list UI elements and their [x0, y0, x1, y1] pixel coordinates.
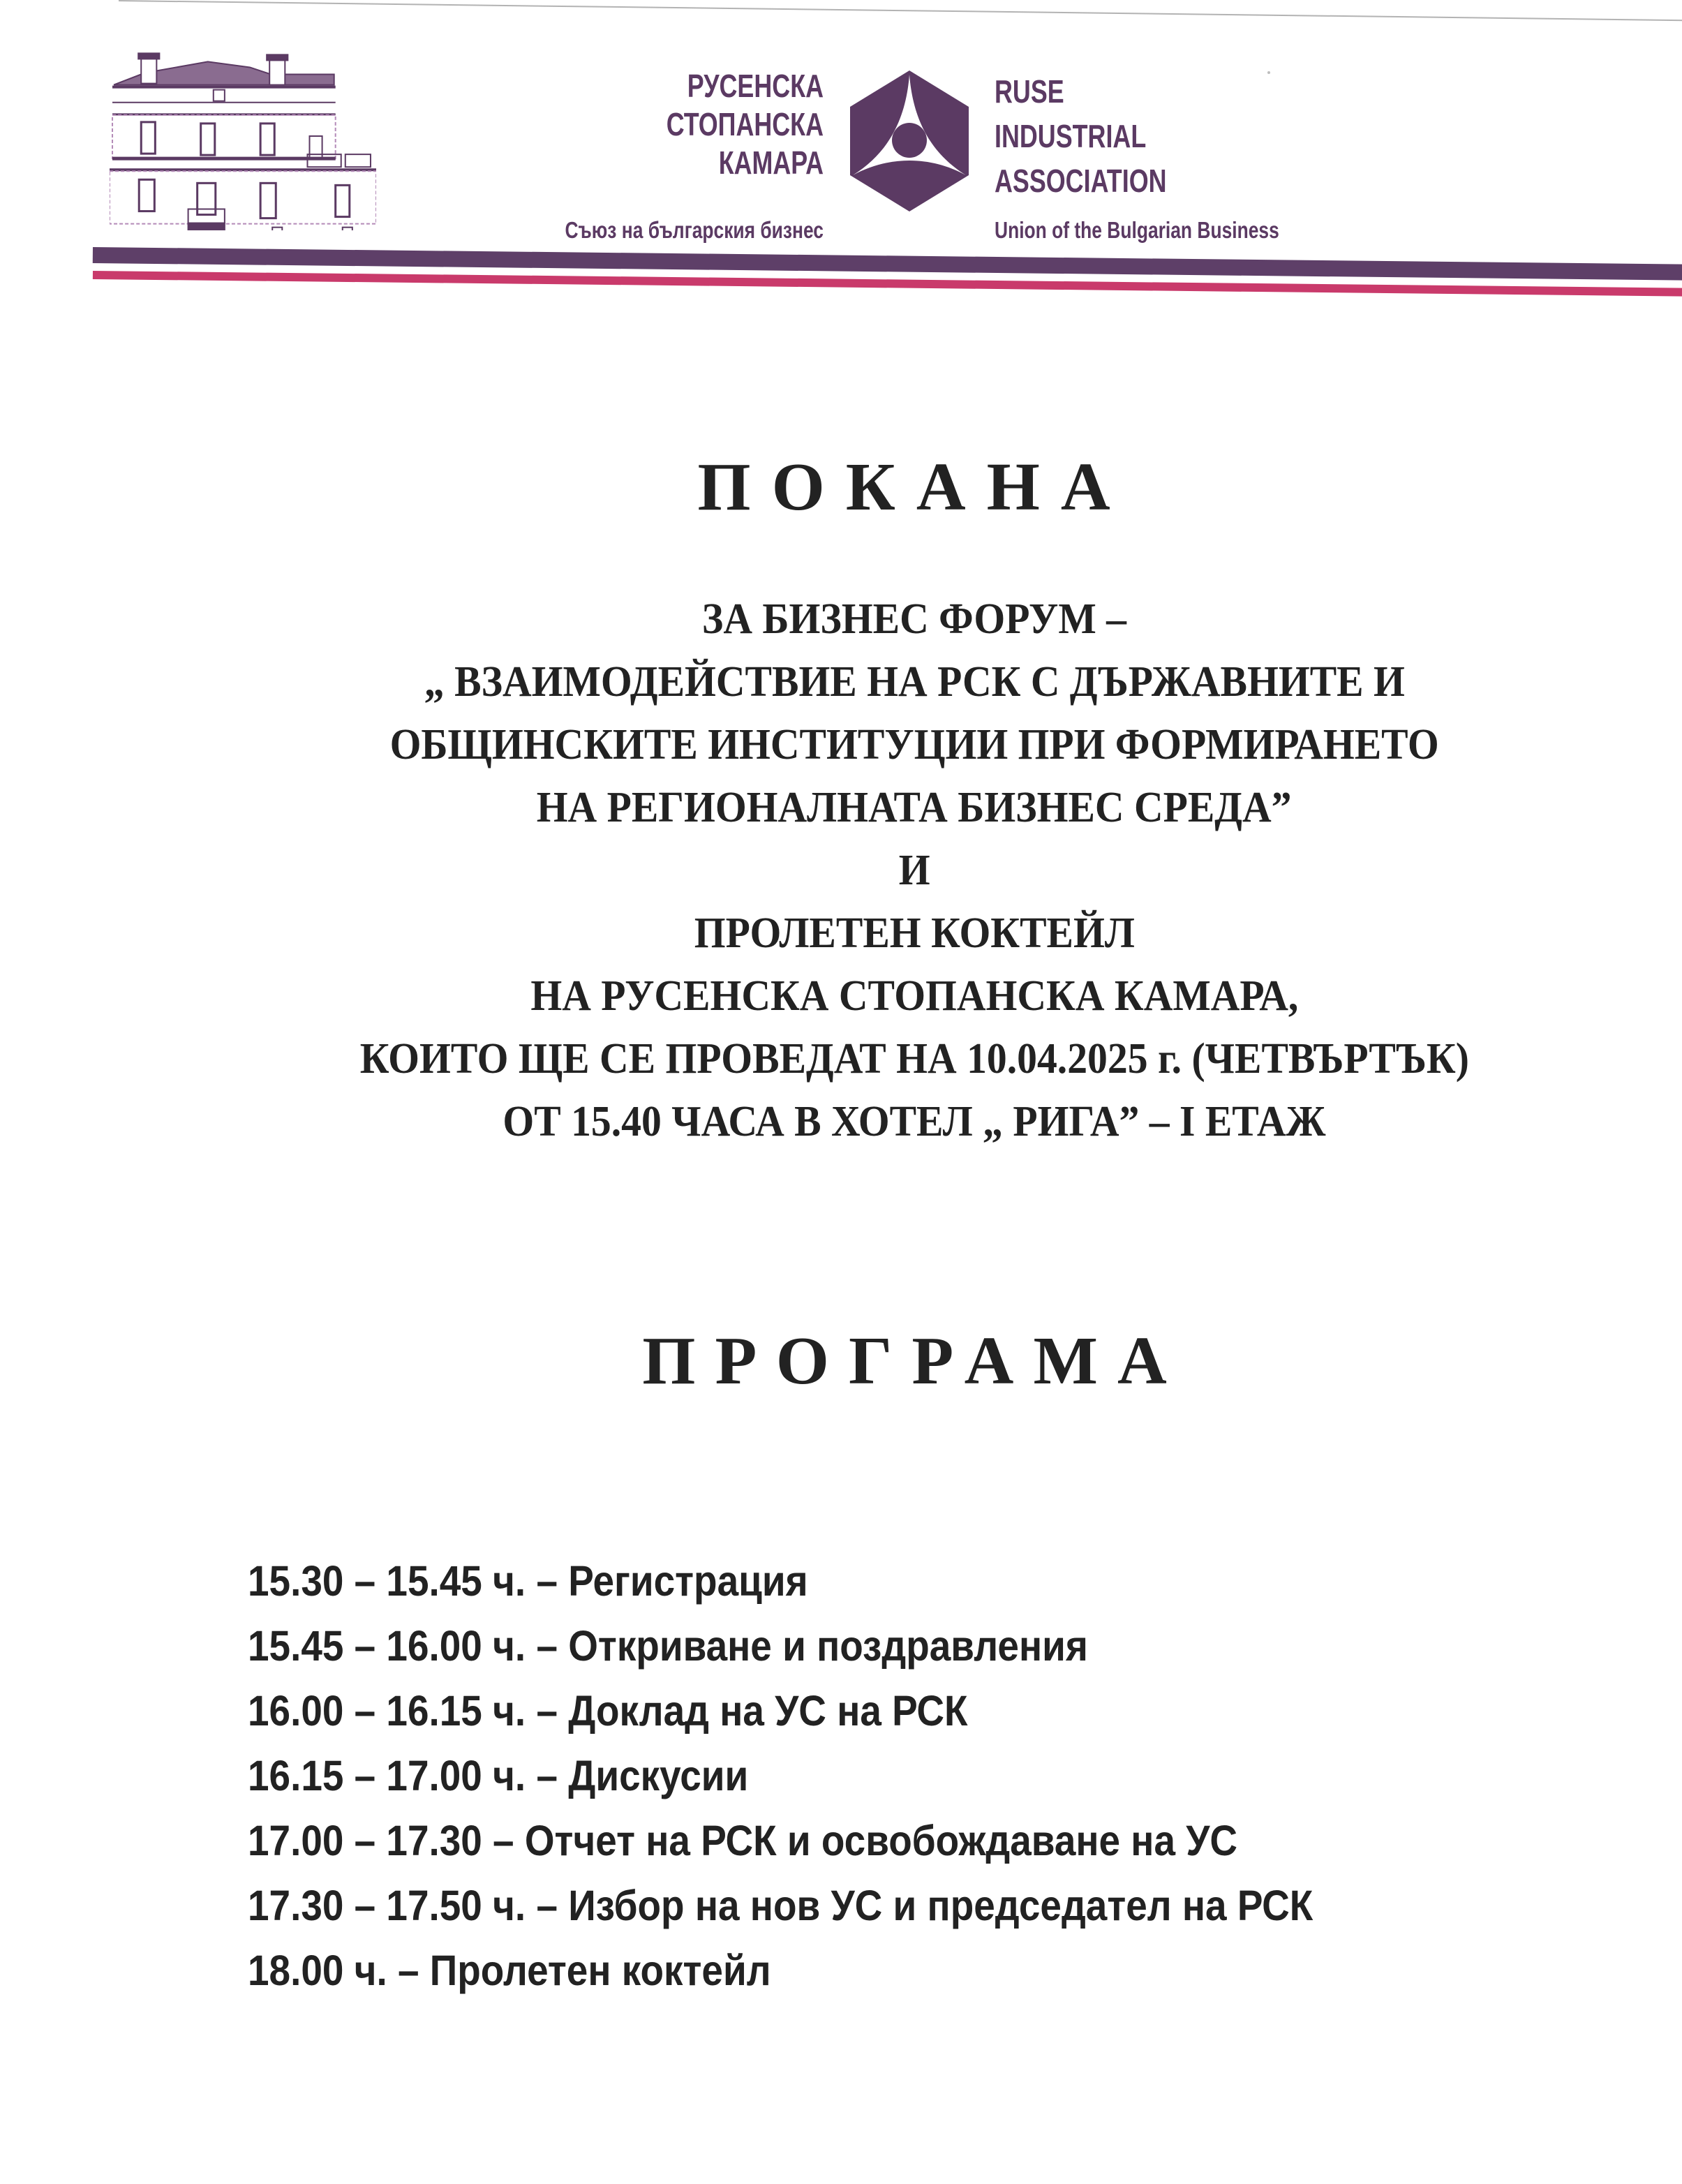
program-item: 18.00 ч. – Пролетен коктейл [248, 1947, 771, 1994]
invitation-body [140, 588, 1682, 1153]
org-name-bg-line: КАМАРА [718, 144, 824, 181]
program-title: ПРОГРАМА [642, 1323, 1186, 1399]
invitation-line-text: ОТ 15.40 ЧАСА В ХОТЕЛ „ РИГА” – I ЕТАЖ [503, 1098, 1326, 1145]
invitation-line [140, 713, 1682, 776]
invitation-line-text: ОБЩИНСКИТЕ ИНСТИТУЦИИ ПРИ ФОРМИРАНЕТО [389, 721, 1439, 768]
invitation-line [140, 1090, 1682, 1153]
program-item: 17.30 – 17.50 ч. – Избор на нов УС и председател на РСК [248, 1882, 1313, 1929]
invitation-line-text: ЗА БИЗНЕС ФОРУМ – [701, 595, 1127, 643]
org-name-en [995, 69, 1413, 203]
org-name-bg [489, 67, 824, 182]
invitation-line-text: И [898, 847, 930, 894]
invitation-line-text: ПРОЛЕТЕН КОКТЕЙЛ [694, 909, 1135, 957]
scan-edge-line [119, 0, 1682, 21]
program-item: 15.45 – 16.00 ч. – Откриване и поздравления [248, 1622, 1088, 1670]
invitation-line-text: КОИТО ЩЕ СЕ ПРОВЕДАТ НА 10.04.2025 г. (ЧЕТВЪРТЪК) [359, 1035, 1469, 1083]
invitation-line-text: „ ВЗАИМОДЕЙСТВИЕ НА РСК С ДЪРЖАВНИТЕ И [424, 658, 1405, 706]
invitation-line [140, 588, 1682, 651]
org-name-bg-line: СТОПАНСКА [666, 106, 824, 142]
org-name-en-line: INDUSTRIAL [995, 118, 1147, 154]
building-facade-icon [110, 46, 376, 230]
program-item: 17.00 – 17.30 – Отчет на РСК и освобождаване на УС [248, 1817, 1238, 1864]
invitation-line [140, 902, 1682, 965]
program-item: 16.00 – 16.15 ч. – Доклад на УС на РСК [248, 1687, 968, 1734]
org-subtitle-en: Union of the Bulgarian Business [995, 217, 1279, 243]
invitation-line [140, 839, 1682, 902]
program-list [248, 1554, 1574, 2008]
org-name-en-line: RUSE [995, 73, 1064, 110]
invitation-line [140, 965, 1682, 1027]
org-subtitle-bg: Съюз на българския бизнес [565, 217, 824, 243]
program-item: 15.30 – 15.45 ч. – Регистрация [248, 1557, 808, 1605]
org-name-en-line: ASSOCIATION [995, 163, 1167, 199]
invitation-line [140, 1027, 1682, 1090]
hexagon-logo-icon [850, 70, 969, 211]
invitation-line [140, 776, 1682, 839]
org-name-bg-line: РУСЕНСКА [687, 68, 824, 104]
invitation-line [140, 651, 1682, 713]
invitation-line-text: НА РУСЕНСКА СТОПАНСКА КАМАРА, [530, 972, 1298, 1020]
invitation-line-text: НА РЕГИОНАЛНАТА БИЗНЕС СРЕДА” [537, 784, 1292, 831]
invitation-title: ПОКАНА [697, 450, 1131, 525]
program-item: 16.15 – 17.00 ч. – Дискусии [248, 1752, 749, 1799]
